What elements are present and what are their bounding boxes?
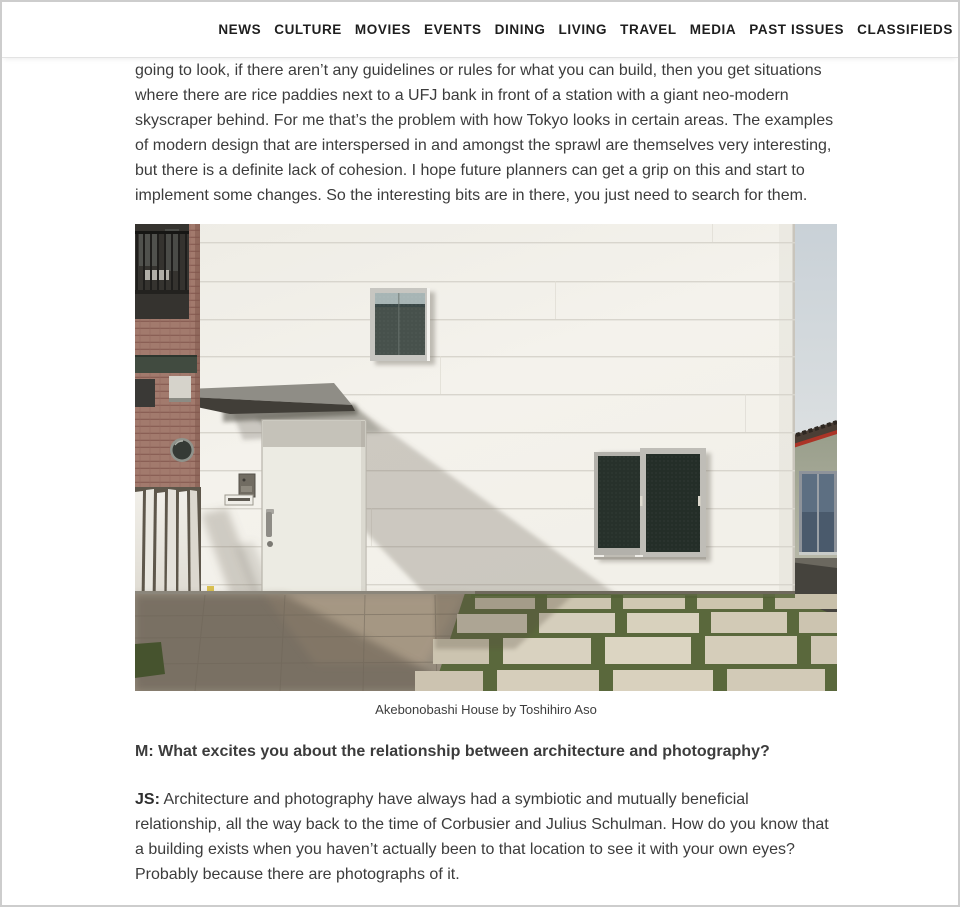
answer-speaker-label: JS: bbox=[135, 791, 160, 808]
neighbor-house bbox=[790, 421, 837, 570]
entrance-door bbox=[262, 420, 366, 597]
nav-item-events[interactable]: EVENTS bbox=[424, 22, 482, 37]
article-paragraph: going to look, if there aren’t any guidelines or rules for what you can build, then you get situations where there are rice paddies next to a UFJ bank in front of a station with a giant neo-modern skyscraper behind. For me that’s the problem with how Tokyo looks in certain areas. The examples of modern design that are interspersed in and amongst the sprawl are themselves very interesting, but there is a definite lack of cohesion. I hope future planners can get a grip on this and start to implement some changes. So the interesting bits are in there, you just need to search for them. bbox=[135, 62, 834, 204]
nav-item-media[interactable]: MEDIA bbox=[689, 22, 737, 37]
answer-text: Architecture and photography have always had a symbiotic and mutually beneficial relationship, all the way back to the time of Corbusier and Julius Schulman. How do you know that a building exists when you haven’t actually been to that location to see it with your own eyes? Probably because there are photographs of it. bbox=[135, 791, 829, 883]
article-photo bbox=[135, 224, 837, 691]
nav-item-past-issues[interactable]: PAST ISSUES bbox=[749, 22, 845, 37]
nav-item-movies[interactable]: MOVIES bbox=[354, 22, 412, 37]
nav-item-dining[interactable]: DINING bbox=[494, 22, 546, 37]
ground bbox=[135, 591, 837, 691]
nav-item-news[interactable]: NEWS bbox=[218, 22, 262, 37]
small-window bbox=[370, 288, 435, 365]
photo-caption: Akebonobashi House by Toshihiro Aso bbox=[375, 702, 597, 717]
article-body bbox=[135, 58, 837, 887]
interview-answer bbox=[135, 787, 837, 887]
nav-item-travel[interactable]: TRAVEL bbox=[620, 22, 677, 37]
nav-item-living[interactable]: LIVING bbox=[558, 22, 608, 37]
article-figure bbox=[135, 224, 837, 718]
double-window bbox=[594, 448, 711, 562]
top-navigation bbox=[2, 2, 958, 58]
nav-item-culture[interactable]: CULTURE bbox=[274, 22, 342, 37]
interview-question: M: What excites you about the relationship between architecture and photography? bbox=[135, 743, 770, 760]
nav-item-classifieds[interactable]: CLASSIFIEDS bbox=[857, 22, 953, 37]
